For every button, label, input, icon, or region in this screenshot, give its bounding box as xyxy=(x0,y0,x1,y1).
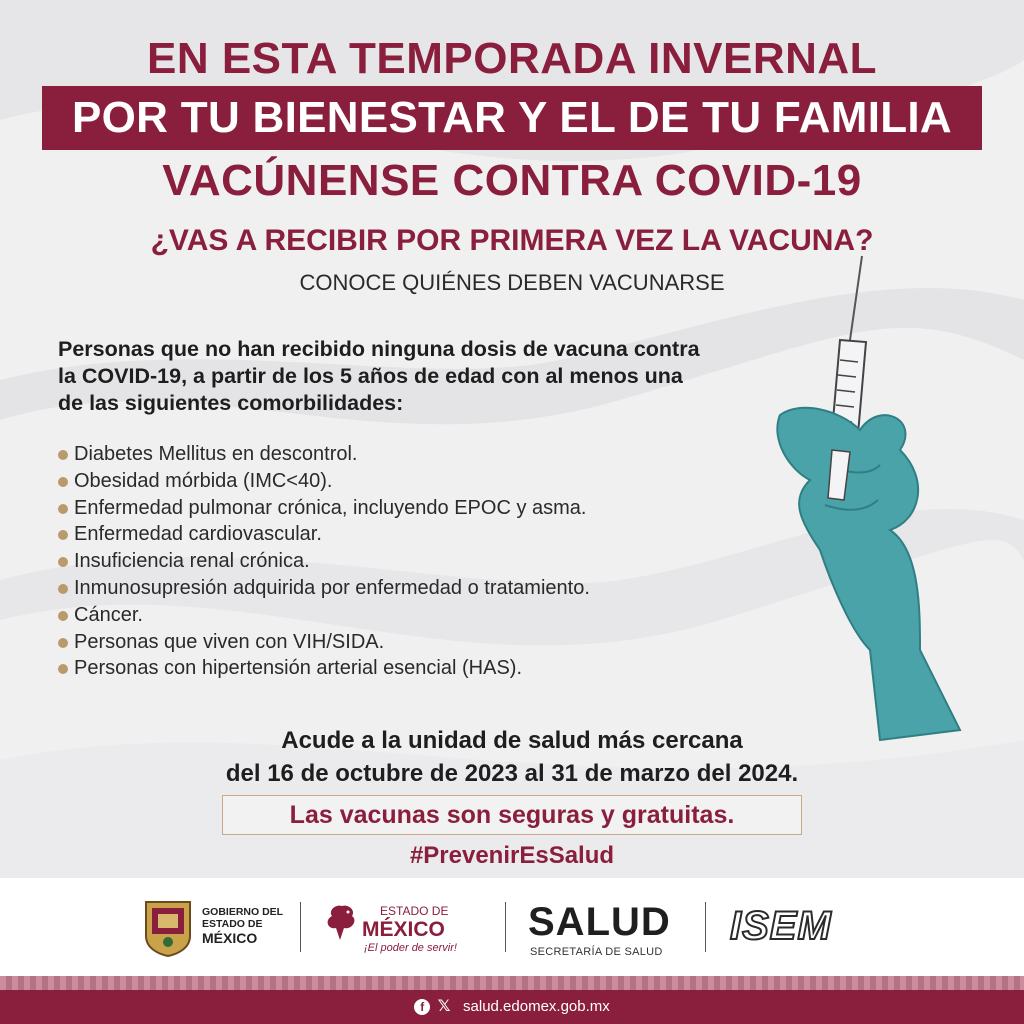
salud-logo xyxy=(520,878,700,976)
logo-strip xyxy=(0,878,1024,976)
salud-title: SALUD xyxy=(528,900,671,944)
gobierno-line: ESTADO DE xyxy=(202,918,263,930)
bullet-dot-icon xyxy=(58,530,68,540)
bullet-dot-icon xyxy=(58,611,68,621)
intro-line: Personas que no han recibido ninguna dosis de vacuna contra xyxy=(58,337,700,361)
condition-text: Cáncer. xyxy=(74,603,143,626)
list-item xyxy=(58,441,818,468)
gobierno-logo xyxy=(140,878,310,976)
question-heading: ¿VAS A RECIBIR POR PRIMERA VEZ LA VACUNA? xyxy=(150,224,874,257)
intro-paragraph xyxy=(58,336,798,417)
safe-message-box: Las vacunas son seguras y gratuitas. xyxy=(222,795,802,835)
gobierno-line: GOBIERNO DEL xyxy=(202,906,284,918)
coat-of-arms-icon xyxy=(142,896,194,958)
salud-subtitle: SECRETARÍA DE SALUD xyxy=(530,946,663,958)
logo-divider xyxy=(300,902,301,952)
bullet-dot-icon xyxy=(58,504,68,514)
cta-line: del 16 de octubre de 2023 al 31 de marzo del 2024. xyxy=(225,760,799,787)
condition-text: Enfermedad cardiovascular. xyxy=(74,523,322,546)
footer-content xyxy=(0,990,1024,1024)
list-item xyxy=(58,575,818,602)
condition-text: Enfermedad pulmonar crónica, incluyendo EPOC y asma. xyxy=(74,496,587,519)
list-item xyxy=(58,655,818,682)
estado-mexico-logo xyxy=(318,878,498,976)
condition-text: Inmunosupresión adquirida por enfermedad o tratamiento. xyxy=(74,576,590,599)
logo-divider xyxy=(705,902,706,952)
title-line-3: VACÚNENSE CONTRA COVID-19 xyxy=(162,156,862,205)
estado-slogan: ¡El poder de servir! xyxy=(364,942,457,954)
intro-line: de las siguientes comorbilidades: xyxy=(58,391,404,415)
condition-text: Insuficiencia renal crónica. xyxy=(74,550,310,573)
bullet-dot-icon xyxy=(58,664,68,674)
list-item xyxy=(58,468,818,495)
bullet-dot-icon xyxy=(58,584,68,594)
estado-name: MÉXICO xyxy=(362,918,445,941)
bullet-dot-icon xyxy=(58,450,68,460)
title-banner: POR TU BIENESTAR Y EL DE TU FAMILIA xyxy=(42,86,982,150)
list-item xyxy=(58,548,818,575)
x-social-icon[interactable]: 𝕏 xyxy=(437,998,451,1015)
call-to-action xyxy=(0,724,1024,790)
isem-text: ISEM xyxy=(730,904,832,948)
list-item xyxy=(58,495,818,522)
logo-divider xyxy=(505,902,506,952)
condition-text: Personas que viven con VIH/SIDA. xyxy=(74,630,385,653)
cta-line: Acude a la unidad de salud más cercana xyxy=(281,727,743,754)
list-item xyxy=(58,629,818,656)
facebook-icon[interactable]: f xyxy=(414,999,430,1015)
footer-pattern-band xyxy=(0,976,1024,990)
condition-text: Personas con hipertensión arterial esencial (HAS). xyxy=(74,657,522,680)
gobierno-line: MÉXICO xyxy=(202,930,258,946)
list-item xyxy=(58,521,818,548)
website-link[interactable]: salud.edomex.gob.mx xyxy=(463,998,610,1015)
bullet-dot-icon xyxy=(58,638,68,648)
conditions-list xyxy=(58,441,818,682)
bullet-dot-icon xyxy=(58,477,68,487)
hummingbird-icon xyxy=(322,900,362,944)
intro-line: la COVID-19, a partir de los 5 años de edad con al menos una xyxy=(58,364,683,388)
condition-text: Diabetes Mellitus en descontrol. xyxy=(74,443,358,465)
hashtag: #PrevenirEsSalud xyxy=(409,842,615,869)
bullet-dot-icon xyxy=(58,557,68,567)
gobierno-text xyxy=(202,906,283,946)
footer-bar xyxy=(0,990,1024,1024)
list-item xyxy=(58,602,818,629)
estado-line: ESTADO DE xyxy=(380,904,449,918)
isem-logo xyxy=(724,878,884,976)
condition-text: Obesidad mórbida (IMC<40). xyxy=(74,469,333,492)
subquestion-heading: CONOCE QUIÉNES DEBEN VACUNARSE xyxy=(299,270,725,295)
title-line-1: EN ESTA TEMPORADA INVERNAL xyxy=(146,34,878,83)
